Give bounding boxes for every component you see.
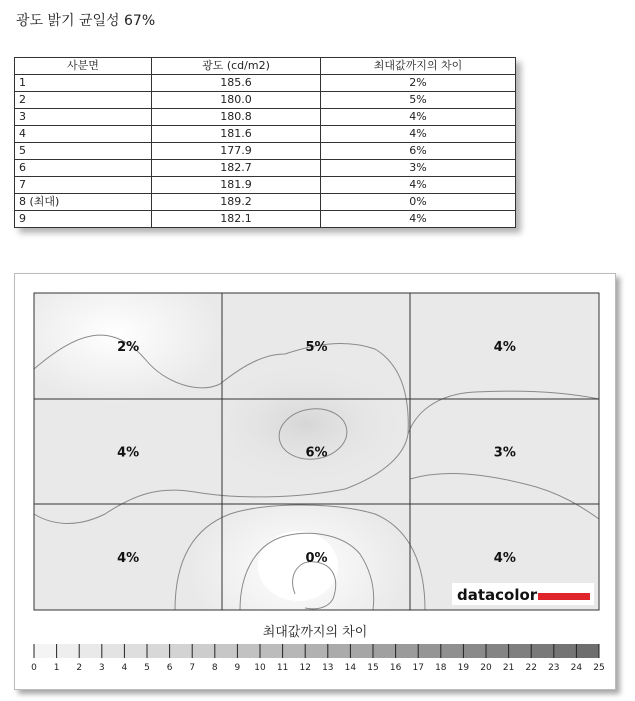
- cell-diff: 4%: [321, 211, 516, 228]
- scale-tick-label: 19: [457, 663, 470, 673]
- scale-swatch-17: [418, 644, 441, 658]
- scale-tick-label: 4: [121, 663, 128, 673]
- cell-sector: 4: [15, 126, 152, 143]
- scale-swatch-12: [305, 644, 328, 658]
- scale-swatch-22: [531, 644, 554, 658]
- table-row: [15, 160, 516, 177]
- table-header-row: [15, 58, 516, 75]
- scale-swatch-1: [57, 644, 80, 658]
- cell-luminance: 177.9: [152, 143, 321, 160]
- scale-tick-label: 12: [299, 663, 311, 673]
- scale-tick-label: 13: [322, 663, 334, 673]
- header-luminance: 광도 (cd/m2): [152, 58, 321, 75]
- scale-title: 최대값까지의 차이: [262, 625, 368, 640]
- uniformity-chart-panel: [14, 273, 616, 690]
- cell-sector: 5: [15, 143, 152, 160]
- cell-diff: 4%: [321, 177, 516, 194]
- table-row: [15, 109, 516, 126]
- logo-red-bar: [538, 593, 590, 600]
- scale-swatch-2: [79, 644, 102, 658]
- scale-swatch-15: [373, 644, 396, 658]
- cell-sector: 8 (최대): [15, 194, 152, 211]
- scale-swatch-16: [396, 644, 419, 658]
- cell-label-9: 4%: [493, 551, 516, 567]
- cell-luminance: 182.7: [152, 160, 321, 177]
- scale-tick-label: 18: [435, 663, 447, 673]
- luminance-table-container: [14, 57, 516, 228]
- scale-swatch-9: [237, 644, 260, 658]
- scale-swatch-0: [34, 644, 57, 658]
- cell-label-7: 4%: [117, 551, 140, 567]
- cell-label-3: 4%: [493, 339, 516, 355]
- cell-label-6: 3%: [493, 445, 516, 461]
- table-row: [15, 92, 516, 109]
- table-row: [15, 75, 516, 92]
- cell-diff: 6%: [321, 143, 516, 160]
- cell-luminance: 180.0: [152, 92, 321, 109]
- scale-swatch-8: [215, 644, 238, 658]
- scale-swatch-3: [102, 644, 125, 658]
- scale-swatch-13: [328, 644, 351, 658]
- cell-label-8: 0%: [305, 551, 328, 567]
- cell-luminance: 185.6: [152, 75, 321, 92]
- scale-tick-label: 7: [189, 663, 196, 673]
- scale-tick-label: 0: [31, 663, 37, 673]
- scale-tick-label: 21: [502, 663, 515, 673]
- cell-sector: 3: [15, 109, 152, 126]
- table-row: [15, 143, 516, 160]
- cell-diff: 4%: [321, 126, 516, 143]
- cell-label-4: 4%: [117, 445, 140, 461]
- scale-swatch-20: [486, 644, 509, 658]
- scale-tick-label: 15: [367, 663, 379, 673]
- scale-tick-label: 17: [412, 663, 424, 673]
- scale-swatch-24: [576, 644, 599, 658]
- logo-text: datacolor: [457, 586, 538, 604]
- scale-tick-label: 10: [254, 663, 266, 673]
- cell-diff: 3%: [321, 160, 516, 177]
- gray-scale-bar: [31, 644, 605, 673]
- cell-sector: 7: [15, 177, 152, 194]
- scale-swatch-14: [350, 644, 373, 658]
- page-title: 광도 밝기 균일성 67%: [16, 13, 156, 29]
- table-row: [15, 194, 516, 211]
- cell-sector: 6: [15, 160, 152, 177]
- scale-tick-label: 22: [525, 663, 537, 673]
- scale-tick-label: 11: [276, 663, 289, 673]
- cell-diff: 0%: [321, 194, 516, 211]
- scale-tick-label: 20: [480, 663, 492, 673]
- datacolor-logo: [452, 583, 594, 605]
- scale-swatch-10: [260, 644, 283, 658]
- cell-label-2: 5%: [305, 339, 328, 355]
- scale-tick-label: 16: [389, 663, 402, 673]
- scale-swatch-11: [283, 644, 306, 658]
- cell-label-1: 2%: [117, 339, 140, 355]
- scale-swatch-23: [554, 644, 577, 658]
- scale-tick-label: 14: [344, 663, 357, 673]
- cell-sector: 2: [15, 92, 152, 109]
- scale-tick-label: 3: [98, 663, 105, 673]
- cell-diff: 5%: [321, 92, 516, 109]
- cell-luminance: 182.1: [152, 211, 321, 228]
- luminance-table: [14, 57, 516, 228]
- table-row: [15, 211, 516, 228]
- cell-luminance: 181.9: [152, 177, 321, 194]
- scale-tick-label: 9: [234, 663, 241, 673]
- cell-diff: 4%: [321, 109, 516, 126]
- scale-tick-label: 5: [144, 663, 150, 673]
- cell-sector: 1: [15, 75, 152, 92]
- scale-swatch-6: [170, 644, 193, 658]
- scale-tick-label: 1: [53, 663, 60, 673]
- cell-luminance: 189.2: [152, 194, 321, 211]
- cell-sector: 9: [15, 211, 152, 228]
- scale-swatch-21: [509, 644, 532, 658]
- scale-swatch-5: [147, 644, 170, 658]
- scale-swatch-4: [124, 644, 147, 658]
- heat-blob-dark-center: [205, 364, 405, 484]
- cell-diff: 2%: [321, 75, 516, 92]
- table-row: [15, 126, 516, 143]
- cell-label-5: 6%: [305, 445, 328, 461]
- header-diff: 최대값까지의 차이: [321, 58, 516, 75]
- scale-tick-label: 2: [76, 663, 83, 673]
- header-sector: 사분면: [15, 58, 152, 75]
- scale-tick-label: 8: [211, 663, 218, 673]
- scale-tick-label: 25: [593, 663, 605, 673]
- cell-luminance: 181.6: [152, 126, 321, 143]
- scale-swatch-19: [463, 644, 486, 658]
- scale-tick-label: 6: [166, 663, 173, 673]
- scale-swatch-18: [441, 644, 464, 658]
- scale-tick-label: 24: [570, 663, 583, 673]
- scale-tick-label: 23: [548, 663, 560, 673]
- table-row: [15, 177, 516, 194]
- cell-luminance: 180.8: [152, 109, 321, 126]
- table-body: [15, 75, 516, 228]
- scale-swatch-7: [192, 644, 215, 658]
- uniformity-heatmap: [15, 274, 615, 689]
